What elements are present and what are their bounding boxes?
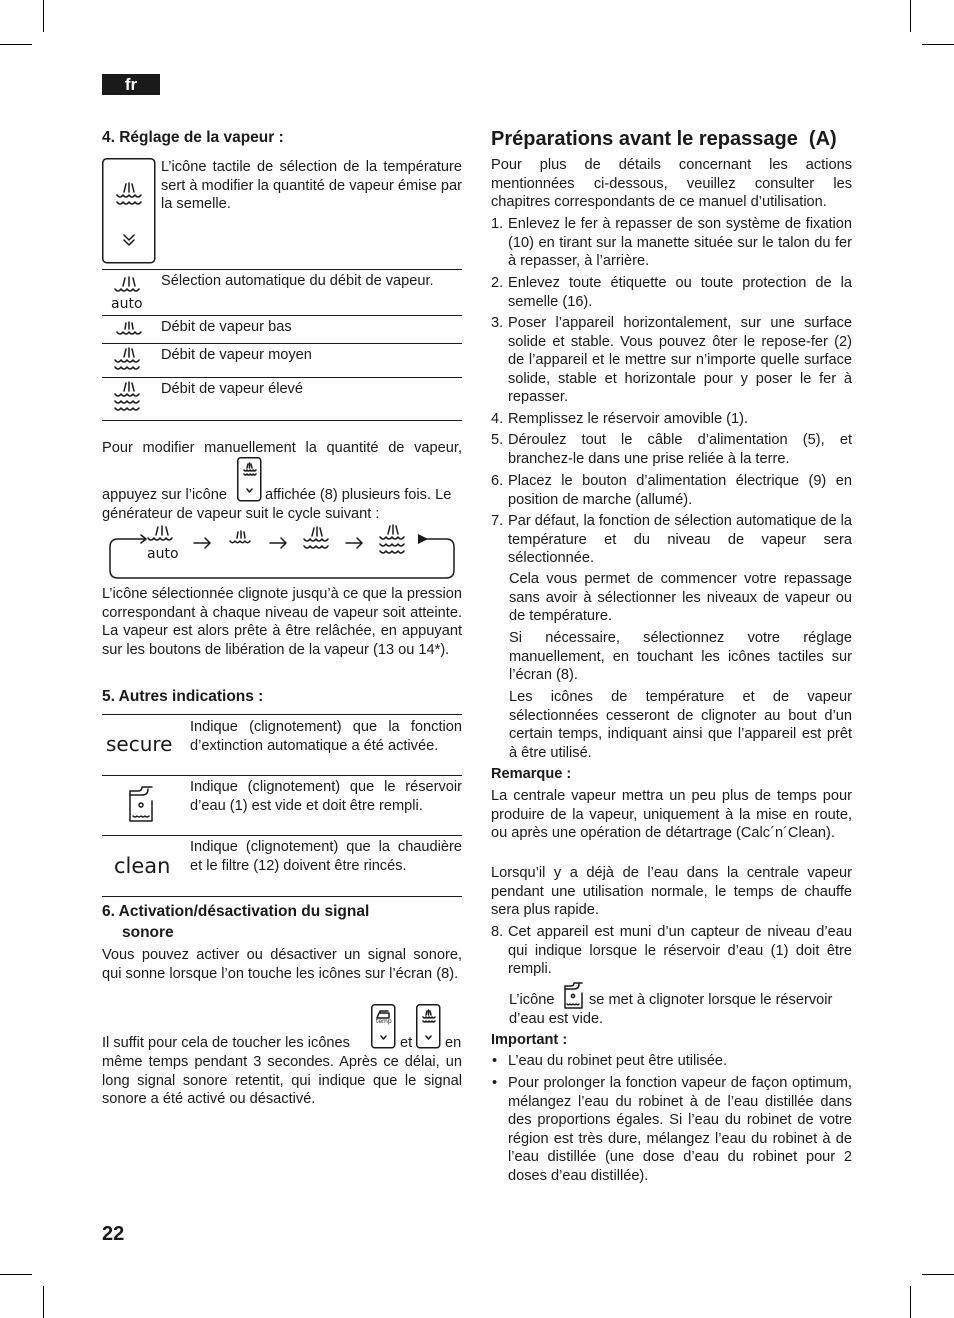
step-7-para2: Cela vous permet de commencer votre repassage sans avoir à sélectionner les niveaux de vapeur ou de température. — [509, 571, 852, 625]
manual-para-line1: Pour modifier manuellement la quantité de vapeur, — [102, 440, 462, 456]
step-text: Enlevez toute étiquette ou toute protection de la semelle (16). — [508, 275, 852, 310]
step-text: Remplissez le réservoir amovible (1). — [508, 411, 749, 427]
temp-key-label: temp — [376, 1018, 392, 1025]
step-number: 2. — [491, 275, 504, 291]
step-text: Déroulez tout le câble d’alimentation (5), et branchez-le dans une prise reliée à la terre. — [508, 432, 852, 467]
step-7-para3: Si nécessaire, sélectionnez votre réglage manuellement, en touchant les icônes tactiles sur l’écran (8). — [509, 630, 852, 684]
and-word: et — [400, 1035, 413, 1051]
remarque-para1: La centrale vapeur mettra un peu plus de temps pour produire de la vapeur, uniquement à la mise en route, ou après une opération de détartrage (Calc´n´Clean). — [491, 788, 852, 842]
step-8-icon-line-end: se met à clignoter lorsque le réservoir — [589, 992, 833, 1008]
steam-row-text: Sélection automatique du débit de vapeur. — [161, 273, 434, 289]
steam-key-icon — [416, 1004, 441, 1049]
divider — [102, 343, 462, 344]
crop-mark — [43, 1286, 44, 1318]
step-8-icon-line-cont: d’eau est vide. — [509, 1011, 604, 1027]
water-tank-icon — [128, 785, 156, 825]
crop-mark — [910, 1286, 911, 1318]
steam-high-icon — [110, 380, 148, 416]
important-title: Important : — [491, 1032, 568, 1048]
right-intro: Pour plus de détails concernant les actions mentionnées ci-dessous, veuillez consulter les chapitres correspondants de ce manuel d’utilisation. — [491, 157, 852, 211]
clean-icon: clean — [114, 854, 171, 878]
step-number: 5. — [491, 432, 504, 448]
step-number: 8. — [491, 924, 504, 940]
crop-mark — [910, 0, 911, 32]
crop-mark — [0, 1274, 32, 1275]
step-number: 4. — [491, 411, 504, 427]
language-tag: fr — [102, 74, 160, 95]
crop-mark — [0, 44, 32, 45]
divider — [102, 896, 462, 897]
crop-mark — [922, 44, 954, 45]
step-text: Enlevez le fer à repasser de son système de fixation (10) en tirant sur la manette située sur le talon du fer à repasser, à l’arrière. — [508, 216, 852, 270]
auto-label: auto — [147, 546, 179, 562]
manual-para-line2b: affichée (8) plusieurs fois. Le — [265, 487, 452, 503]
divider — [102, 315, 462, 316]
temperature-key-icon — [371, 1004, 396, 1049]
section-6-para2-rest: même temps pendant 3 secondes. Après ce délai, un long signal sonore retentit, qui indique que le signal sonore a été activé ou désactivé. — [102, 1054, 462, 1108]
step-number: 6. — [491, 473, 504, 489]
step-number: 7. — [491, 513, 504, 529]
steam-medium-icon — [112, 346, 146, 374]
section-6-title-cont: sonore — [122, 924, 174, 941]
bullet-text: L’eau du robinet peut être utilisée. — [508, 1053, 728, 1069]
blink-paragraph: L’icône sélectionnée clignote jusqu’à ce que la pression correspondant à chaque niveau de vapeur soit atteinte. La vapeur est alors prête à être relâchée, en appuyant sur les boutons de libération de la vapeur (13 ou 14*). — [102, 586, 462, 658]
section-4-intro: L’icône tactile de sélection de la température sert à modifier la quantité de vapeur émise par la semelle. — [161, 159, 462, 213]
indication-text: Indique (clignotement) que le réservoir d’eau (1) est vide et doit être rempli. — [190, 779, 462, 814]
steam-key-icon — [237, 457, 262, 502]
manual-para-line3: générateur de vapeur suit le cycle suivant : — [102, 506, 380, 522]
bullet: • — [492, 1075, 498, 1091]
section-6-title: 6. Activation/désactivation du signal — [102, 903, 370, 920]
divider — [102, 835, 462, 836]
step-text: Poser l’appareil horizontalement, sur une surface solide et stable. Vous pouvez ôter le repose-fer (2) de l’appareil et le mettre sur n’importe quelle surface solide, stable et horizontale pour y poser le fer à repasser. — [508, 315, 852, 406]
divider — [102, 377, 462, 378]
indication-text: Indique (clignotement) que la fonction d’extinction automatique a été activée. — [190, 719, 462, 754]
section-6-para1: Vous pouvez activer ou désactiver un signal sonore, qui sonne lorsque l’on touche les icônes sur l’écran (8). — [102, 947, 462, 982]
step-text: Placez le bouton d’alimentation électrique (9) en position de marche (allumé). — [508, 473, 852, 508]
divider — [102, 775, 462, 776]
step-number: 1. — [491, 216, 504, 232]
section-5-title: 5. Autres indications : — [102, 688, 264, 705]
steam-low-icon — [114, 319, 144, 341]
en-word: en — [445, 1035, 462, 1051]
remarque-para2: Lorsqu’il y a déjà de l’eau dans la centrale vapeur pendant une utilisation normale, le temps de chauffe sera plus rapide. — [491, 865, 852, 919]
section-4-title: 4. Réglage de la vapeur : — [102, 129, 284, 146]
secure-icon: secure — [106, 732, 173, 756]
divider — [102, 714, 462, 715]
indication-text: Indique (clignotement) que la chaudière et le filtre (12) doivent être rincés. — [190, 839, 462, 874]
auto-label: auto — [111, 296, 143, 312]
step-text: Cet appareil est muni d’un capteur de niveau d’eau qui indique lorsque le réservoir d’eau (1) doit être rempli. — [508, 924, 852, 978]
step-number: 3. — [491, 315, 504, 331]
step-text: Par défaut, la fonction de sélection automatique de la température et du niveau de vapeur sera sélectionnée. — [508, 513, 852, 567]
step-8-icon-line-start: L’icône — [509, 992, 555, 1008]
divider — [102, 269, 462, 270]
manual-para-line2a: appuyez sur l’icône — [102, 487, 227, 503]
bullet: • — [492, 1053, 498, 1069]
divider — [102, 420, 462, 421]
water-tank-icon — [563, 981, 585, 1011]
crop-mark — [922, 1274, 954, 1275]
steam-row-text: Débit de vapeur bas — [161, 319, 292, 335]
steam-row-text: Débit de vapeur élevé — [161, 381, 303, 397]
temperature-touch-key-icon — [102, 158, 156, 264]
remarque-title: Remarque : — [491, 766, 572, 782]
bullet-text: Pour prolonger la fonction vapeur de façon optimum, mélangez l’eau du robinet à de l’eau distillée dans des proportions égales. Si l’eau du robinet de votre région est très dure, mélangez l’eau du robinet à de l’eau distillée (une dose d’eau du robinet pour 2 doses d’eau distillée). — [508, 1075, 852, 1184]
steam-row-text: Débit de vapeur moyen — [161, 347, 312, 363]
right-title: Préparations avant le repassage (A) — [491, 128, 837, 150]
page-number: 22 — [102, 1223, 125, 1245]
crop-mark — [43, 0, 44, 32]
section-6-para2-start: Il suffit pour cela de toucher les icônes — [102, 1035, 350, 1051]
step-7-para4: Les icônes de température et de vapeur sélectionnées cesseront de clignoter au bout d’un certain temps, indiquant ainsi que l’appareil est prêt à être utilisé. — [509, 689, 852, 761]
